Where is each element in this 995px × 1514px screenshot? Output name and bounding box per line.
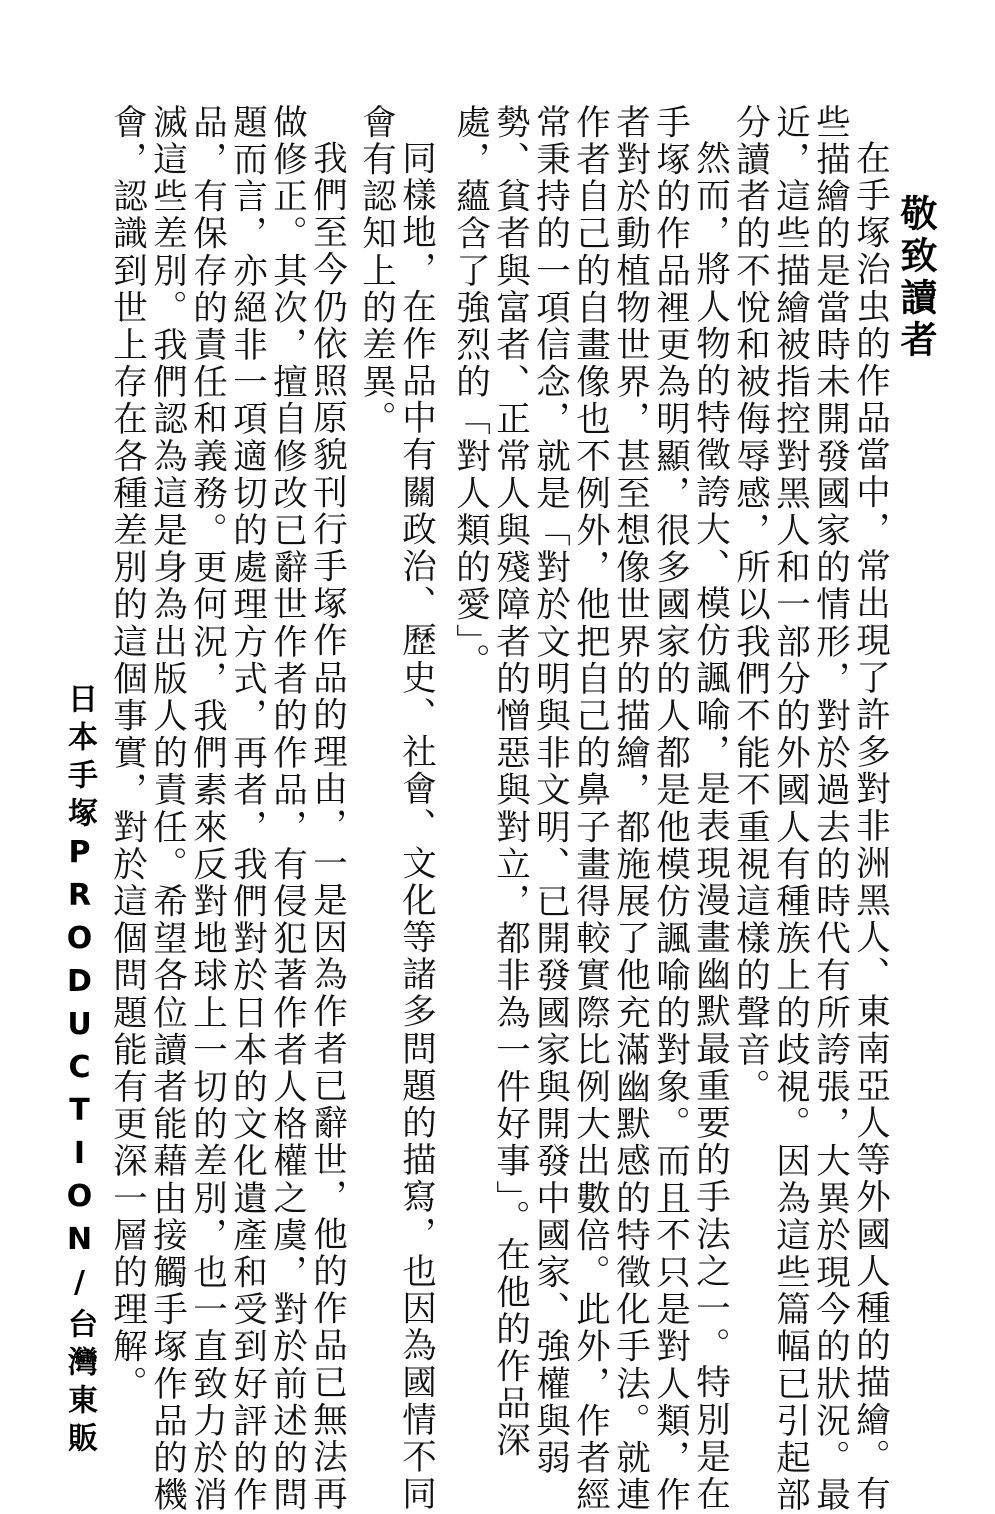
- paragraph-line: 滅這些差別。我們認為這是身為出版人的責任。希望各位讀者能藉由接觸手塚作品的機: [146, 104, 187, 1514]
- paragraph-line: 會，認識到世上存在各種差別的這個事實，對於這個問題能有更深一層的理解。: [106, 104, 147, 1403]
- paragraph-line: 些描繪的是當時未開發國家的情形，對於過去的時代有所誇張，大異於現今的狀況。最: [809, 104, 850, 1514]
- paragraph-line: 手塚的作品裡更為明顯，很多國家的人都是他模仿諷喻的對象。而且不只是對人類，作: [649, 104, 690, 1514]
- paragraph-line: 然而，將人物的特徵誇大、模仿諷喻，是表現漫畫幽默最重要的手法之一。特別是在: [689, 140, 730, 1513]
- paragraph-line: 分讀者的不悅和被侮辱感，所以我們不能不重視這樣的聲音。: [729, 104, 770, 1106]
- publisher-signature: 日本手塚PRODUCTION/台灣東販: [62, 683, 97, 1460]
- paragraph-line: 近，這些描繪被指控對黑人和一部分的外國人有種族上的歧視。因為這些篇幅已引起部: [769, 104, 810, 1514]
- paragraph-line: 者對於動植物世界，甚至想像世界的描繪，都施展了他充滿幽默感的特徵化手法。就連: [609, 104, 650, 1514]
- paragraph-line: 做修正。其次，擅自修改已辭世作者的作品，有侵犯著作者人格權之虞，對於前述的問: [266, 104, 307, 1514]
- paragraph-line: 在手塚治虫的作品當中，常出現了許多對非洲黑人、東南亞人等外國人種的描繪。有: [849, 140, 890, 1513]
- notice-title: 敬致讀者: [894, 194, 937, 362]
- paragraph-line: 品，有保存的責任和義務。更何況，我們素來反對地球上一切的差別，也一直致力於消: [186, 104, 227, 1514]
- paragraph-line: 處，蘊含了強烈的「對人類的愛」。: [449, 104, 490, 681]
- paragraph-line: 常秉持的一項信念，就是「對於文明與非文明、已開發國家與開發中國家、強權與弱: [529, 104, 570, 1477]
- paragraph-line: 我們至今仍依照原貌刊行手塚作品的理由，一是因為作者已辭世，他的作品已無法再: [306, 140, 347, 1513]
- paragraph-line: 同樣地，在作品中有關政治、歷史、社會、文化等諸多問題的描寫，也因為國情不同: [395, 140, 436, 1513]
- paragraph-line: 作者自己的自畫像也不例外，他把自己的鼻子畫得較實際比例大出數倍。此外，作者經: [569, 104, 610, 1514]
- paragraph-line: 題而言，亦絕非一項適切的處理方式，再者，我們對於日本的文化遺產和受到好評的作: [226, 104, 267, 1514]
- paragraph-line: 會有認知上的差異。: [355, 104, 396, 438]
- paragraph-line: 勢、貧者與富者、正常人與殘障者的憎惡與對立，都非為一件好事」。在他的作品深: [489, 104, 530, 1460]
